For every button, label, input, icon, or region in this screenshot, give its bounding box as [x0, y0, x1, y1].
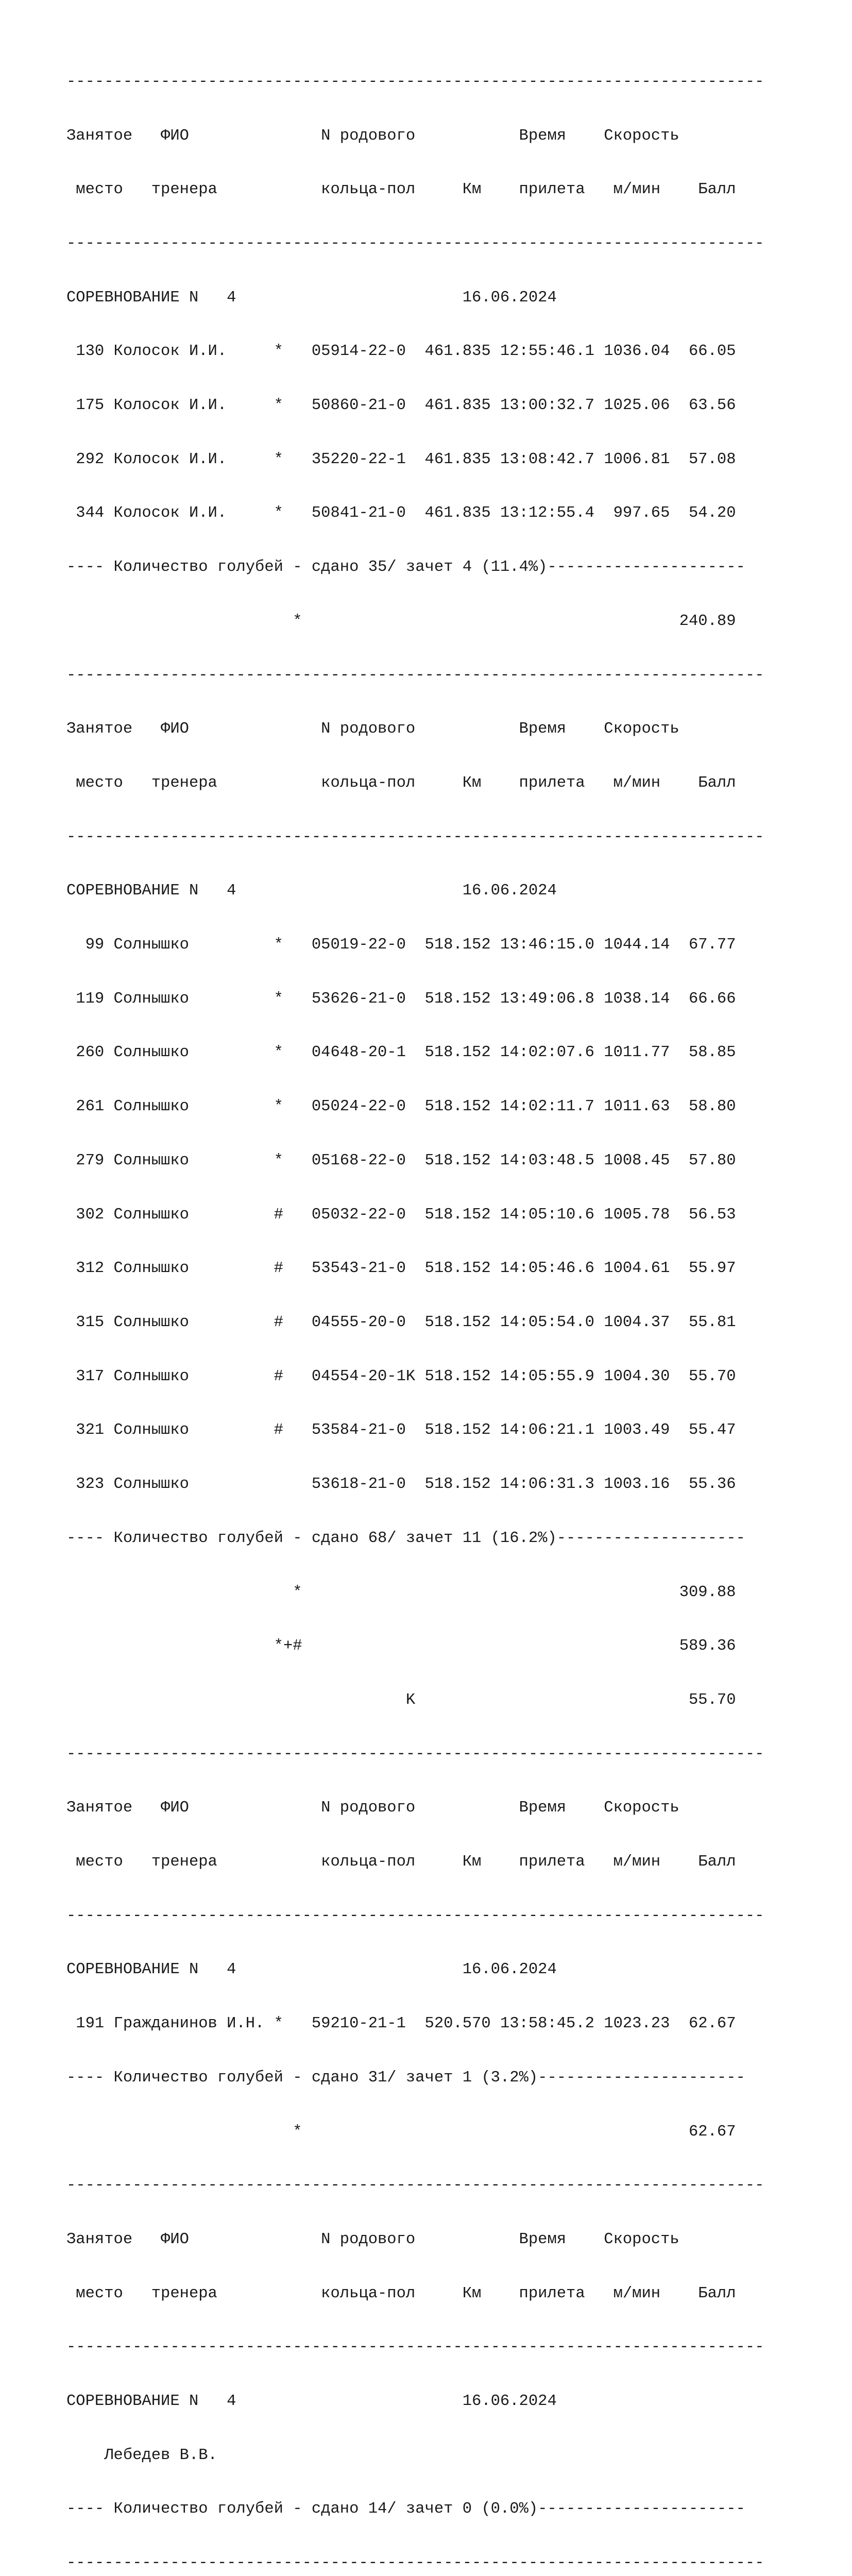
score-total: * 309.88 — [66, 1583, 736, 1601]
column-header-row-2: место тренера кольца-пол Км прилета м/мин Балл — [66, 181, 736, 199]
pigeon-count-summary: ---- Количество голубей - сдано 68/ зачет 11 (16.2%)-------------------- — [66, 1529, 745, 1547]
pigeon-count-summary: ---- Количество голубей - сдано 14/ зачет 0 (0.0%)---------------------- — [66, 2500, 745, 2518]
competition-heading: СОРЕВНОВАНИЕ N 4 16.06.2024 — [66, 1961, 557, 1979]
competition-heading: СОРЕВНОВАНИЕ N 4 16.06.2024 — [66, 882, 557, 900]
result-row: 323 Солнышко 53618-21-0 518.152 14:06:31.3 1003.16 55.36 — [66, 1476, 736, 1494]
score-total: * 240.89 — [66, 612, 736, 630]
divider: -------------------------------------------------------------------------- — [66, 666, 764, 684]
competition-heading: СОРЕВНОВАНИЕ N 4 16.06.2024 — [66, 2393, 557, 2411]
divider: -------------------------------------------------------------------------- — [66, 1907, 764, 1925]
result-row: 312 Солнышко # 53543-21-0 518.152 14:05:46.6 1004.61 55.97 — [66, 1260, 736, 1278]
result-row: 344 Колосок И.И. * 50841-21-0 461.835 13:12:55.4 997.65 54.20 — [66, 504, 736, 522]
result-row: 279 Солнышко * 05168-22-0 518.152 14:03:48.5 1008.45 57.80 — [66, 1151, 736, 1170]
divider: -------------------------------------------------------------------------- — [66, 828, 764, 846]
column-header-row-1: Занятое ФИО N родового Время Скорость — [66, 720, 679, 738]
divider: -------------------------------------------------------------------------- — [66, 2554, 764, 2572]
divider: -------------------------------------------------------------------------- — [66, 234, 764, 252]
column-header-row-2: место тренера кольца-пол Км прилета м/мин Балл — [66, 2284, 736, 2302]
result-row: 261 Солнышко * 05024-22-0 518.152 14:02:11.7 1011.63 58.80 — [66, 1098, 736, 1116]
result-row: 260 Солнышко * 04648-20-1 518.152 14:02:07.6 1011.77 58.85 — [66, 1044, 736, 1062]
result-row: 317 Солнышко # 04554-20-1K 518.152 14:05:55.9 1004.30 55.70 — [66, 1367, 736, 1385]
result-row: 302 Солнышко # 05032-22-0 518.152 14:05:10.6 1005.78 56.53 — [66, 1206, 736, 1224]
competition-heading: СОРЕВНОВАНИЕ N 4 16.06.2024 — [66, 289, 557, 307]
column-header-row-1: Занятое ФИО N родового Время Скорость — [66, 2230, 679, 2248]
score-total: *+# 589.36 — [66, 1637, 736, 1655]
pigeon-count-summary: ---- Количество голубей - сдано 35/ зачет 4 (11.4%)--------------------- — [66, 558, 745, 577]
score-total: * 62.67 — [66, 2123, 736, 2141]
result-row: 119 Солнышко * 53626-21-0 518.152 13:49:06.8 1038.14 66.66 — [66, 990, 736, 1008]
result-row: 292 Колосок И.И. * 35220-22-1 461.835 13:08:42.7 1006.81 57.08 — [66, 450, 736, 468]
result-row: 191 Гражданинов И.Н. * 59210-21-1 520.570 13:58:45.2 1023.23 62.67 — [66, 2015, 736, 2033]
result-row: 99 Солнышко * 05019-22-0 518.152 13:46:15.0 1044.14 67.77 — [66, 936, 736, 954]
divider: -------------------------------------------------------------------------- — [66, 2338, 764, 2357]
column-header-row-1: Занятое ФИО N родового Время Скорость — [66, 127, 679, 145]
trainer-name-row: Лебедев В.В. — [66, 2446, 217, 2464]
column-header-row-1: Занятое ФИО N родового Время Скорость — [66, 1799, 679, 1817]
divider: -------------------------------------------------------------------------- — [66, 1745, 764, 1763]
column-header-row-2: место тренера кольца-пол Км прилета м/мин Балл — [66, 774, 736, 792]
column-header-row-2: место тренера кольца-пол Км прилета м/мин Балл — [66, 1853, 736, 1871]
result-row: 130 Колосок И.И. * 05914-22-0 461.835 12:55:46.1 1036.04 66.05 — [66, 343, 736, 361]
divider: -------------------------------------------------------------------------- — [66, 2177, 764, 2195]
divider: -------------------------------------------------------------------------- — [66, 73, 764, 91]
pigeon-count-summary: ---- Количество голубей - сдано 31/ зачет 1 (3.2%)---------------------- — [66, 2069, 745, 2087]
result-row: 175 Колосок И.И. * 50860-21-0 461.835 13:00:32.7 1025.06 63.56 — [66, 397, 736, 415]
score-total: K 55.70 — [66, 1691, 736, 1709]
results-report — [66, 37, 764, 2576]
result-row: 315 Солнышко # 04555-20-0 518.152 14:05:54.0 1004.37 55.81 — [66, 1313, 736, 1331]
result-row: 321 Солнышко # 53584-21-0 518.152 14:06:21.1 1003.49 55.47 — [66, 1421, 736, 1439]
